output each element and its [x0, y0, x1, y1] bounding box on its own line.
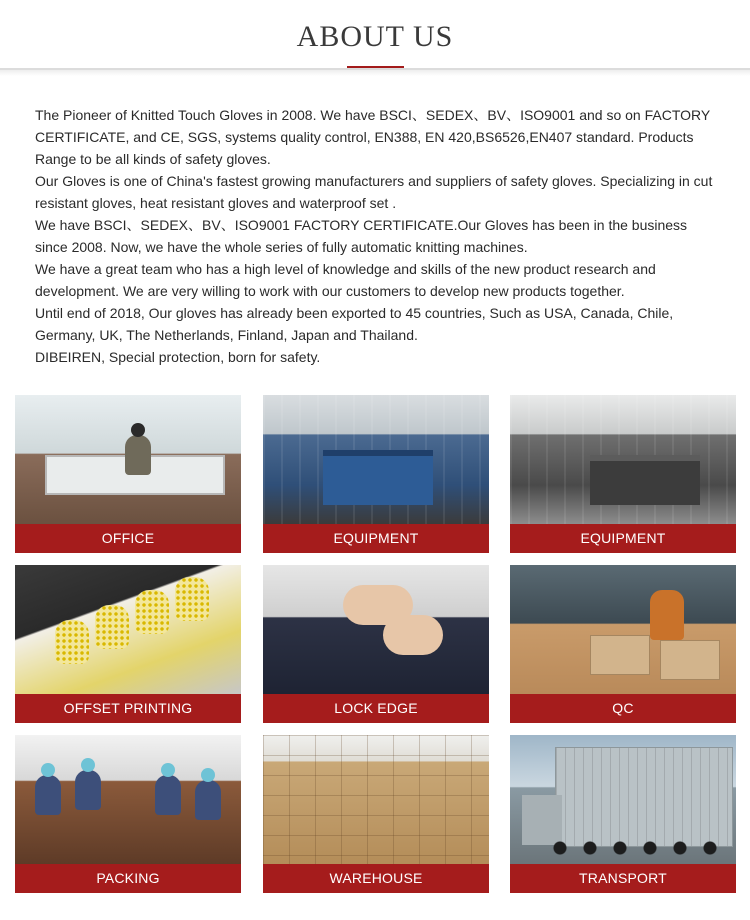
intro-line: CERTIFICATE, and CE, SGS, systems quality control, EN388, EN 420,BS6526,EN407 standard. Products [35, 129, 694, 145]
page-header [0, 0, 750, 76]
gallery-caption: EQUIPMENT [263, 524, 489, 553]
equipment-photo [263, 395, 489, 524]
gallery-caption: LOCK EDGE [263, 694, 489, 723]
intro-line: We have BSCI、SEDEX、BV、ISO9001 FACTORY CERTIFICATE.Our Gloves has been in the business [35, 217, 688, 233]
warehouse-photo [263, 735, 489, 864]
intro-line: development. We are very willing to work with our customers to develop new products together. [35, 283, 625, 299]
intro-line: resistant gloves, heat resistant gloves and waterproof set . [35, 195, 397, 211]
intro-line: Until end of 2018, Our gloves has already been exported to 45 countries, Such as USA, Canada, Chile, [35, 305, 674, 321]
transport-photo [510, 735, 736, 864]
intro-line: The Pioneer of Knitted Touch Gloves in 2008. We have BSCI、SEDEX、BV、ISO9001 and so on FACTORY [35, 107, 711, 123]
gallery-caption: TRANSPORT [510, 864, 736, 893]
gallery-caption: WAREHOUSE [263, 864, 489, 893]
gallery-card-equipment[interactable] [263, 395, 489, 553]
page-title: ABOUT US [296, 20, 454, 53]
gallery-card-offset-printing[interactable] [15, 565, 241, 723]
intro-line: DIBEIREN, Special protection, born for safety. [35, 349, 321, 365]
gallery-card-lock-edge[interactable] [263, 565, 489, 723]
intro-line: Germany, UK, The Netherlands, Finland, Japan and Thailand. [35, 327, 418, 343]
intro-line: Our Gloves is one of China's fastest growing manufacturers and suppliers of safety gloves. Specializing in cut [35, 173, 713, 189]
gallery-card-office[interactable] [15, 395, 241, 553]
office-photo [15, 395, 241, 524]
header-shadow [0, 70, 750, 76]
gallery-card-transport[interactable] [510, 735, 736, 893]
gallery-card-qc[interactable] [510, 565, 736, 723]
equipment-photo [510, 395, 736, 524]
gallery-caption: OFFICE [15, 524, 241, 553]
lock-edge-photo [263, 565, 489, 694]
gallery-card-warehouse[interactable] [263, 735, 489, 893]
qc-photo [510, 565, 736, 694]
offset-printing-photo [15, 565, 241, 694]
gallery-caption: OFFSET PRINTING [15, 694, 241, 723]
gallery-caption: PACKING [15, 864, 241, 893]
intro-line: since 2008. Now, we have the whole series of fully automatic knitting machines. [35, 239, 528, 255]
intro-line: We have a great team who has a high level of knowledge and skills of the new product research and [35, 261, 656, 277]
packing-photo [15, 735, 241, 864]
gallery-card-packing[interactable] [15, 735, 241, 893]
gallery-caption: QC [510, 694, 736, 723]
company-intro [35, 104, 725, 368]
intro-line: Range to be all kinds of safety gloves. [35, 151, 271, 167]
gallery-card-equipment-2[interactable] [510, 395, 736, 553]
gallery-caption: EQUIPMENT [510, 524, 736, 553]
